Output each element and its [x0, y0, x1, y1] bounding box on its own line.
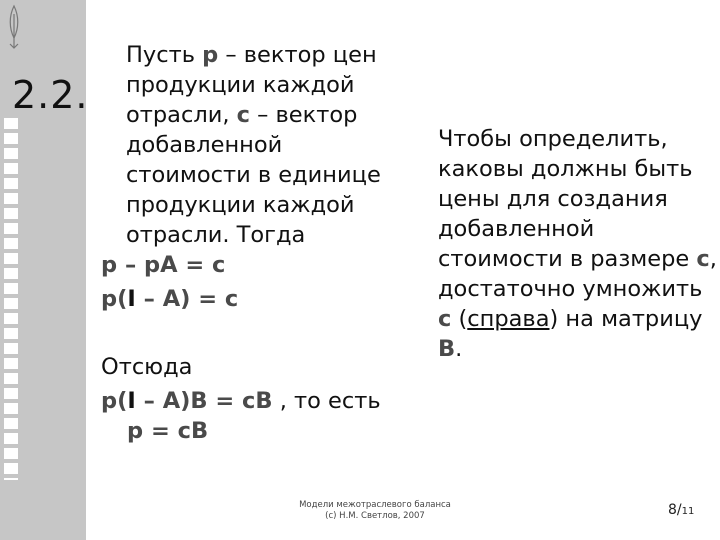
- right-line-4: добавленной: [438, 216, 595, 242]
- right-line-1: Чтобы определить,: [438, 126, 668, 152]
- equation-4: p = cB: [127, 418, 209, 444]
- right-line-2: каковы должны быть: [438, 156, 693, 182]
- left-line-4: добавленной: [126, 132, 283, 158]
- right-line-5: стоимости в размере c,: [438, 246, 717, 272]
- right-line-3: цены для создания: [438, 186, 668, 212]
- left-line-7: отрасли. Тогда: [126, 222, 306, 248]
- sidebar-stripes: [4, 118, 18, 480]
- left-line-2: продукции каждой: [126, 72, 355, 98]
- left-line-6: продукции каждой: [126, 192, 355, 218]
- footer-line-2: (c) Н.М. Светлов, 2007: [325, 511, 425, 521]
- leaf-logo-icon: [6, 4, 22, 50]
- footer-line-1: Модели межотраслевого баланса: [299, 500, 451, 510]
- right-line-6: достаточно умножить: [438, 276, 703, 302]
- left-line-5: стоимости в единице: [126, 162, 381, 188]
- page-number: 8/11: [668, 502, 695, 518]
- equation-2: p(I – A) = c: [101, 286, 239, 312]
- right-line-8: B.: [438, 336, 463, 362]
- equation-1: p – pA = c: [101, 252, 226, 278]
- section-number: 2.2.: [12, 73, 89, 117]
- left-line-3: отрасли, c – вектор: [126, 102, 358, 128]
- left-line-1: Пусть p – вектор цен: [126, 42, 377, 68]
- hence-label: Отсюда: [101, 354, 193, 380]
- footer-caption: [290, 500, 460, 522]
- right-line-7: c (справа) на матрицу: [438, 306, 703, 332]
- equation-3: p(I – A)B = cB , то есть: [101, 388, 381, 414]
